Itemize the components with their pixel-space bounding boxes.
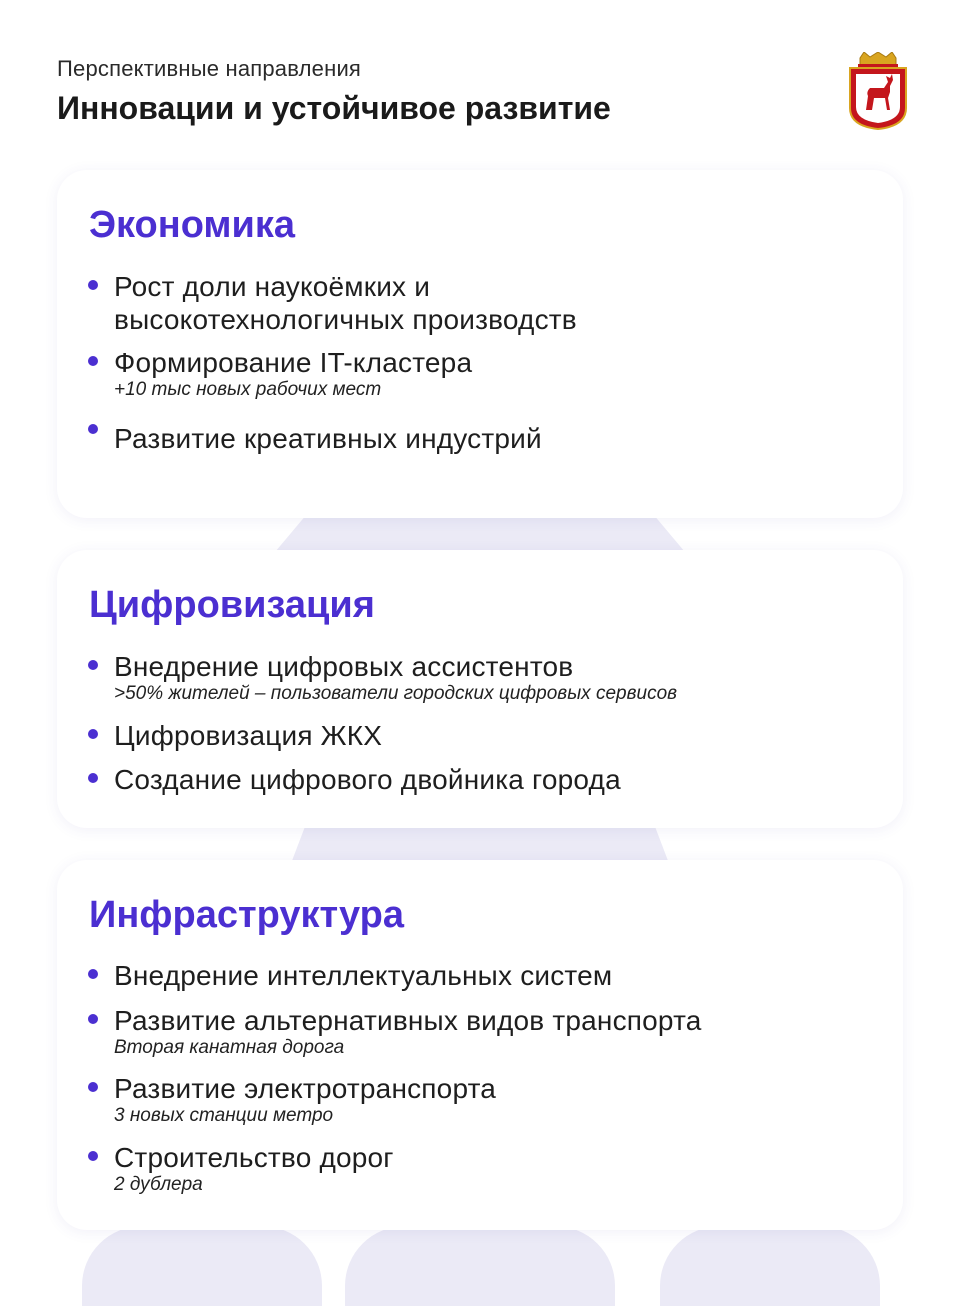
background-shape <box>82 1226 322 1306</box>
bullet-icon <box>88 660 98 670</box>
bullet-icon <box>88 424 98 434</box>
list-item-text: Развитие альтернативных видов транспорта <box>114 1005 702 1036</box>
list-item-text: Создание цифрового двойника города <box>114 764 621 795</box>
list-item <box>114 422 542 455</box>
list-item-note: >50% жителей – пользователи городских цифровых сервисов <box>114 683 678 704</box>
list-item-text: Внедрение цифровых ассистентов <box>114 651 574 682</box>
list-item-text: Рост доли наукоёмких и высокотехнологичных производств <box>114 271 577 335</box>
bullet-icon <box>88 969 98 979</box>
section-title: Инфраструктура <box>89 894 405 936</box>
list-item-note: Вторая канатная дорога <box>114 1037 345 1058</box>
list-item-text: Внедрение интеллектуальных систем <box>114 960 613 991</box>
page-subtitle: Перспективные направления <box>57 56 362 81</box>
bullet-icon <box>88 280 98 290</box>
section-card-digitalization <box>57 550 903 828</box>
section-card-economy <box>57 170 903 518</box>
bullet-icon <box>88 1151 98 1161</box>
list-item <box>114 763 621 796</box>
bullet-icon <box>88 773 98 783</box>
section-title: Экономика <box>89 204 296 246</box>
list-item <box>114 1004 702 1059</box>
list-item-text: Развитие электротранспорта <box>114 1073 497 1104</box>
page-title: Инновации и устойчивое развитие <box>57 90 611 126</box>
list-item <box>114 1072 496 1127</box>
bullet-icon <box>88 729 98 739</box>
list-item-note: 3 новых станции метро <box>114 1105 334 1126</box>
list-item-text: Цифровизация ЖКХ <box>114 720 383 751</box>
bullet-icon <box>88 1014 98 1024</box>
list-item <box>114 719 382 752</box>
coat-of-arms-icon <box>846 52 910 130</box>
list-item <box>114 1141 394 1196</box>
list-item-note: +10 тыс новых рабочих мест <box>114 379 382 400</box>
list-item-text: Формирование IT-кластера <box>114 347 473 378</box>
background-shape <box>345 1226 615 1306</box>
list-item-text: Строительство дорог <box>114 1142 394 1173</box>
list-item-text: Развитие креативных индустрий <box>114 423 542 454</box>
bullet-icon <box>88 1082 98 1092</box>
page-header <box>57 56 611 127</box>
list-item-note: 2 дублера <box>114 1174 203 1195</box>
background-shape <box>660 1226 880 1306</box>
section-card-infrastructure <box>57 860 903 1230</box>
list-item <box>114 959 612 992</box>
list-item <box>114 650 677 705</box>
list-item <box>114 270 577 336</box>
bullet-icon <box>88 356 98 366</box>
section-title: Цифровизация <box>89 584 375 626</box>
list-item <box>114 346 472 401</box>
